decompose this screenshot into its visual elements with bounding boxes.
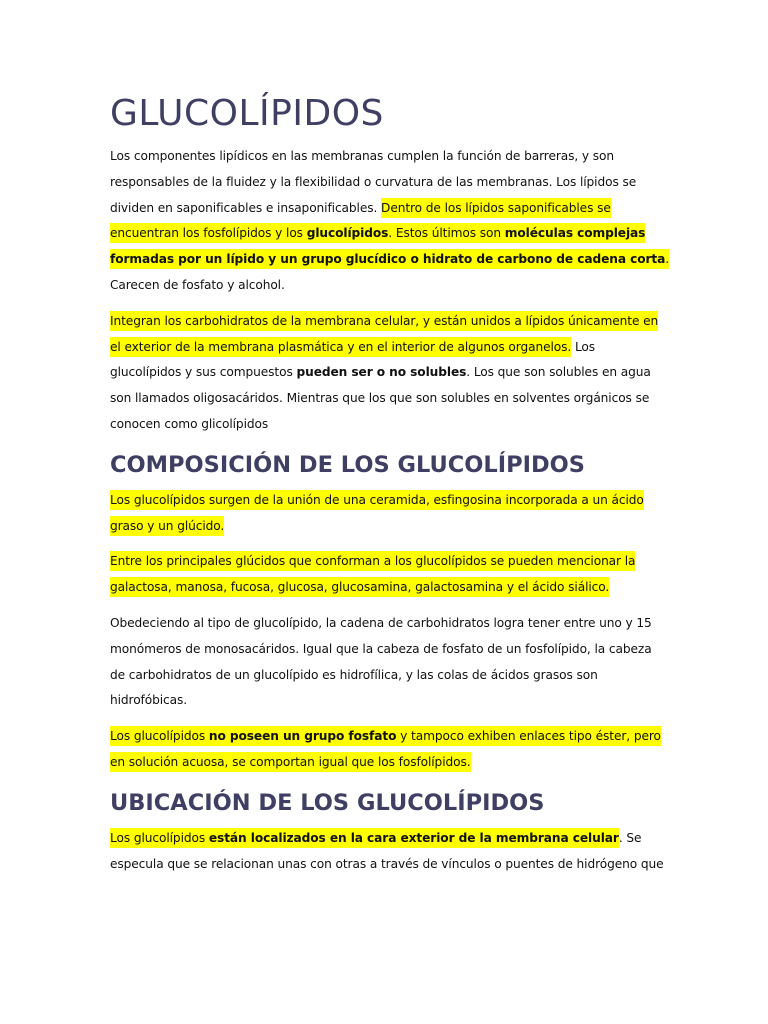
document-body xyxy=(110,90,670,887)
composicion-paragraph-2 xyxy=(110,549,670,601)
highlighted-text xyxy=(110,828,619,848)
text-run: Los glucolípidos xyxy=(110,729,209,744)
bold-text: glucolípidos xyxy=(306,226,389,241)
text-run: Los glucolípidos xyxy=(110,830,209,845)
text-run: . Estos últimos son xyxy=(388,226,505,241)
text-run: . xyxy=(665,252,670,267)
text-run: . Se especula que se relacionan unas con otras a través de vínculos o puentes de hidrógeno que xyxy=(110,830,664,871)
text-run: Carecen de fosfato y alcohol. xyxy=(110,277,285,292)
ubicacion-paragraph-1 xyxy=(110,826,670,878)
composicion-paragraph-4 xyxy=(110,724,670,776)
bold-text: moléculas complejas formadas por un lípido y un grupo glucídico o hidrato de carbono de cadena corta xyxy=(110,226,666,267)
bold-text: pueden ser o no solubles xyxy=(296,365,467,380)
intro-paragraph-2 xyxy=(110,309,670,438)
text-run: . Los que son solubles en agua son llamados oligosacáridos. Mientras que los que son solubles en solventes orgánicos se conocen como glicolípidos xyxy=(110,365,651,431)
text-run: y tampoco exhiben enlaces tipo éster, pero en solución acuosa, se comportan igual que los fosfolípidos. xyxy=(110,729,661,769)
highlighted-text: Entre los principales glúcidos que conforman a los glucolípidos se pueden mencionar la galactosa, manosa, fucosa, glucosa, glucosamina, galactosamina y el ácido siálico. xyxy=(110,551,635,597)
highlighted-text xyxy=(110,726,661,772)
highlighted-text: Los glucolípidos surgen de la unión de una ceramida, esfingosina incorporada a un ácido graso y un glúcido. xyxy=(110,490,644,536)
bold-text: están localizados en la cara exterior de la membrana celular xyxy=(208,830,619,845)
composicion-paragraph-3: Obedeciendo al tipo de glucolípido, la cadena de carbohidratos logra tener entre uno y 15 monómeros de monosacáridos. Igual que la cabeza de fosfato de un fosfolípido, la cabeza de carbohidratos de un glucolípido es hidrofílica, y las colas de ácidos grasos son hidrofóbicas. xyxy=(110,615,652,708)
highlighted-text: Integran los carbohidratos de la membrana celular, y están unidos a lípidos únicamente en el exterior de la membrana plasmática y en el interior de algunos organelos. xyxy=(110,311,658,357)
text-run: Dentro de los lípidos saponificables se encuentran los fosfolípidos y los xyxy=(110,200,611,241)
composicion-paragraph-1 xyxy=(110,488,670,540)
text-run: Los componentes lipídicos en las membranas cumplen la función de barreras, y son responsables de la fluidez y la flexibilidad o curvatura de las membranas. Los lípidos se dividen en saponificables e insaponificables. xyxy=(110,149,637,215)
section-heading-ubicacion: UBICACIÓN DE LOS GLUCOLÍPIDOS xyxy=(110,789,545,816)
section-heading-composicion: COMPOSICIÓN DE LOS GLUCOLÍPIDOS xyxy=(110,451,585,478)
bold-text: no poseen un grupo fosfato xyxy=(208,729,397,744)
intro-paragraph-1 xyxy=(110,144,670,299)
text-run: Los glucolípidos y sus compuestos xyxy=(110,339,596,380)
page-title: GLUCOLÍPIDOS xyxy=(110,93,384,134)
